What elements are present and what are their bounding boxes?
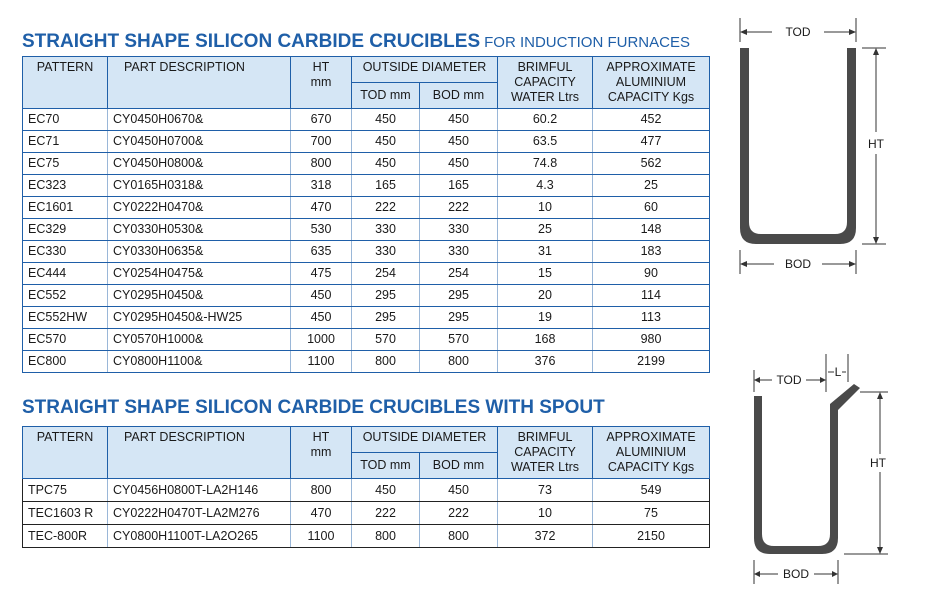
- brimful-capacity-cell: 31: [498, 241, 593, 263]
- ht-cell: 1000: [291, 329, 352, 351]
- tod-cell: 330: [352, 241, 420, 263]
- pattern-cell: EC1601: [23, 197, 108, 219]
- part-description-cell: CY0254H0475&: [108, 263, 291, 285]
- bod-label: BOD: [784, 257, 812, 271]
- brimful-capacity-cell: 25: [498, 219, 593, 241]
- title-subtitle: FOR INDUCTION FURNACES: [484, 34, 690, 51]
- header-outside-diameter: OUTSIDE DIAMETER: [352, 427, 498, 453]
- brimful-capacity-cell: 20: [498, 285, 593, 307]
- ht-cell: 1100: [291, 525, 352, 548]
- brimful-capacity-cell: 73: [498, 479, 593, 502]
- pattern-cell: EC71: [23, 131, 108, 153]
- pattern-cell: TEC1603 R: [23, 502, 108, 525]
- brimful-capacity-cell: 63.5: [498, 131, 593, 153]
- tod-cell: 450: [352, 153, 420, 175]
- header-tod: TOD mm: [352, 83, 420, 109]
- part-description-cell: CY0450H0800&: [108, 153, 291, 175]
- table-row: [23, 329, 710, 351]
- header-brimful-capacity: BRIMFUL CAPACITY WATER Ltrs: [498, 57, 593, 109]
- aluminium-capacity-cell: 2199: [593, 351, 710, 373]
- pattern-cell: TPC75: [23, 479, 108, 502]
- crucible-shape: [740, 48, 856, 244]
- tod-cell: 450: [352, 131, 420, 153]
- ht-cell: 700: [291, 131, 352, 153]
- section-title-spout-crucibles: [22, 397, 605, 419]
- aluminium-capacity-cell: 183: [593, 241, 710, 263]
- pattern-cell: EC330: [23, 241, 108, 263]
- brimful-capacity-cell: 376: [498, 351, 593, 373]
- bod-cell: 570: [420, 329, 498, 351]
- ht-cell: 530: [291, 219, 352, 241]
- bod-cell: 800: [420, 525, 498, 548]
- aluminium-capacity-cell: 75: [593, 502, 710, 525]
- aluminium-capacity-cell: 114: [593, 285, 710, 307]
- tod-label: TOD: [776, 373, 802, 387]
- bod-cell: 450: [420, 109, 498, 131]
- crucibles-table: [22, 56, 710, 373]
- part-description-cell: CY0800H1100T-LA2O265: [108, 525, 291, 548]
- tod-cell: 450: [352, 479, 420, 502]
- part-description-cell: CY0330H0635&: [108, 241, 291, 263]
- table-row: [23, 307, 710, 329]
- title-main: STRAIGHT SHAPE SILICON CARBIDE CRUCIBLES WITH SPOUT: [22, 397, 605, 418]
- brimful-capacity-cell: 372: [498, 525, 593, 548]
- crucible-dimension-diagram: [728, 18, 898, 278]
- header-aluminium-capacity: APPROXIMATE ALUMINIUM CAPACITY Kgs: [593, 427, 710, 479]
- aluminium-capacity-cell: 549: [593, 479, 710, 502]
- brimful-capacity-cell: 4.3: [498, 175, 593, 197]
- part-description-cell: CY0800H1100&: [108, 351, 291, 373]
- table-row: [23, 197, 710, 219]
- bod-cell: 165: [420, 175, 498, 197]
- tod-cell: 254: [352, 263, 420, 285]
- table-row: [23, 109, 710, 131]
- tod-cell: 330: [352, 219, 420, 241]
- header-bod: BOD mm: [420, 453, 498, 479]
- pattern-cell: EC552HW: [23, 307, 108, 329]
- header-part-description: PART DESCRIPTION: [108, 57, 291, 109]
- pattern-cell: EC75: [23, 153, 108, 175]
- bod-cell: 450: [420, 131, 498, 153]
- part-description-cell: CY0295H0450&-HW25: [108, 307, 291, 329]
- ht-cell: 670: [291, 109, 352, 131]
- ht-cell: 470: [291, 502, 352, 525]
- table-row: [23, 351, 710, 373]
- table-row: [23, 153, 710, 175]
- spout-crucible-dimension-diagram: [742, 348, 912, 588]
- pattern-cell: EC329: [23, 219, 108, 241]
- pattern-cell: EC800: [23, 351, 108, 373]
- tod-label: TOD: [785, 25, 811, 39]
- part-description-cell: CY0456H0800T-LA2H146: [108, 479, 291, 502]
- l-label: L: [834, 365, 842, 379]
- header-pattern: PATTERN: [23, 57, 108, 109]
- bod-cell: 450: [420, 153, 498, 175]
- brimful-capacity-cell: 10: [498, 197, 593, 219]
- part-description-cell: CY0222H0470&: [108, 197, 291, 219]
- header-aluminium-capacity: APPROXIMATE ALUMINIUM CAPACITY Kgs: [593, 57, 710, 109]
- brimful-capacity-cell: 168: [498, 329, 593, 351]
- ht-cell: 450: [291, 285, 352, 307]
- pattern-cell: EC570: [23, 329, 108, 351]
- table-row: [23, 175, 710, 197]
- part-description-cell: CY0570H1000&: [108, 329, 291, 351]
- ht-cell: 635: [291, 241, 352, 263]
- ht-cell: 450: [291, 307, 352, 329]
- brimful-capacity-cell: 19: [498, 307, 593, 329]
- aluminium-capacity-cell: 60: [593, 197, 710, 219]
- part-description-cell: CY0295H0450&: [108, 285, 291, 307]
- pattern-cell: EC323: [23, 175, 108, 197]
- aluminium-capacity-cell: 148: [593, 219, 710, 241]
- header-brimful-capacity: BRIMFUL CAPACITY WATER Ltrs: [498, 427, 593, 479]
- aluminium-capacity-cell: 113: [593, 307, 710, 329]
- table-row: [23, 525, 710, 548]
- bod-cell: 295: [420, 285, 498, 307]
- ht-cell: 1100: [291, 351, 352, 373]
- tod-cell: 450: [352, 109, 420, 131]
- bod-cell: 330: [420, 241, 498, 263]
- table-row: [23, 285, 710, 307]
- aluminium-capacity-cell: 90: [593, 263, 710, 285]
- pattern-cell: TEC-800R: [23, 525, 108, 548]
- ht-cell: 800: [291, 153, 352, 175]
- bod-cell: 295: [420, 307, 498, 329]
- brimful-capacity-cell: 74.8: [498, 153, 593, 175]
- pattern-cell: EC70: [23, 109, 108, 131]
- tod-cell: 800: [352, 351, 420, 373]
- aluminium-capacity-cell: 452: [593, 109, 710, 131]
- tod-cell: 165: [352, 175, 420, 197]
- pattern-cell: EC552: [23, 285, 108, 307]
- part-description-cell: CY0165H0318&: [108, 175, 291, 197]
- bod-cell: 254: [420, 263, 498, 285]
- aluminium-capacity-cell: 477: [593, 131, 710, 153]
- header-bod: BOD mm: [420, 83, 498, 109]
- bod-cell: 800: [420, 351, 498, 373]
- brimful-capacity-cell: 15: [498, 263, 593, 285]
- section-title-induction-crucibles: [22, 31, 690, 53]
- bod-cell: 450: [420, 479, 498, 502]
- table-row: [23, 502, 710, 525]
- ht-label: HT: [868, 137, 884, 151]
- bod-cell: 330: [420, 219, 498, 241]
- ht-cell: 475: [291, 263, 352, 285]
- table-row: [23, 241, 710, 263]
- tod-cell: 295: [352, 285, 420, 307]
- bod-cell: 222: [420, 502, 498, 525]
- crucible-shape: [754, 384, 860, 554]
- header-tod: TOD mm: [352, 453, 420, 479]
- table-row: [23, 219, 710, 241]
- aluminium-capacity-cell: 980: [593, 329, 710, 351]
- part-description-cell: CY0330H0530&: [108, 219, 291, 241]
- ht-cell: 800: [291, 479, 352, 502]
- aluminium-capacity-cell: 562: [593, 153, 710, 175]
- table-row: [23, 263, 710, 285]
- header-part-description: PART DESCRIPTION: [108, 427, 291, 479]
- bod-label: BOD: [782, 567, 810, 581]
- brimful-capacity-cell: 60.2: [498, 109, 593, 131]
- spout-crucibles-table: [22, 426, 710, 548]
- pattern-cell: EC444: [23, 263, 108, 285]
- aluminium-capacity-cell: 2150: [593, 525, 710, 548]
- tod-cell: 222: [352, 197, 420, 219]
- header-ht: HT mm: [291, 427, 352, 479]
- header-ht: HT mm: [291, 57, 352, 109]
- bod-cell: 222: [420, 197, 498, 219]
- brimful-capacity-cell: 10: [498, 502, 593, 525]
- part-description-cell: CY0450H0700&: [108, 131, 291, 153]
- aluminium-capacity-cell: 25: [593, 175, 710, 197]
- header-pattern: PATTERN: [23, 427, 108, 479]
- tod-cell: 570: [352, 329, 420, 351]
- tod-cell: 295: [352, 307, 420, 329]
- tod-cell: 222: [352, 502, 420, 525]
- ht-cell: 470: [291, 197, 352, 219]
- table-row: [23, 479, 710, 502]
- ht-label: HT: [870, 456, 886, 470]
- table-row: [23, 131, 710, 153]
- part-description-cell: CY0222H0470T-LA2M276: [108, 502, 291, 525]
- tod-cell: 800: [352, 525, 420, 548]
- part-description-cell: CY0450H0670&: [108, 109, 291, 131]
- ht-cell: 318: [291, 175, 352, 197]
- header-outside-diameter: OUTSIDE DIAMETER: [352, 57, 498, 83]
- title-main: STRAIGHT SHAPE SILICON CARBIDE CRUCIBLES: [22, 31, 481, 52]
